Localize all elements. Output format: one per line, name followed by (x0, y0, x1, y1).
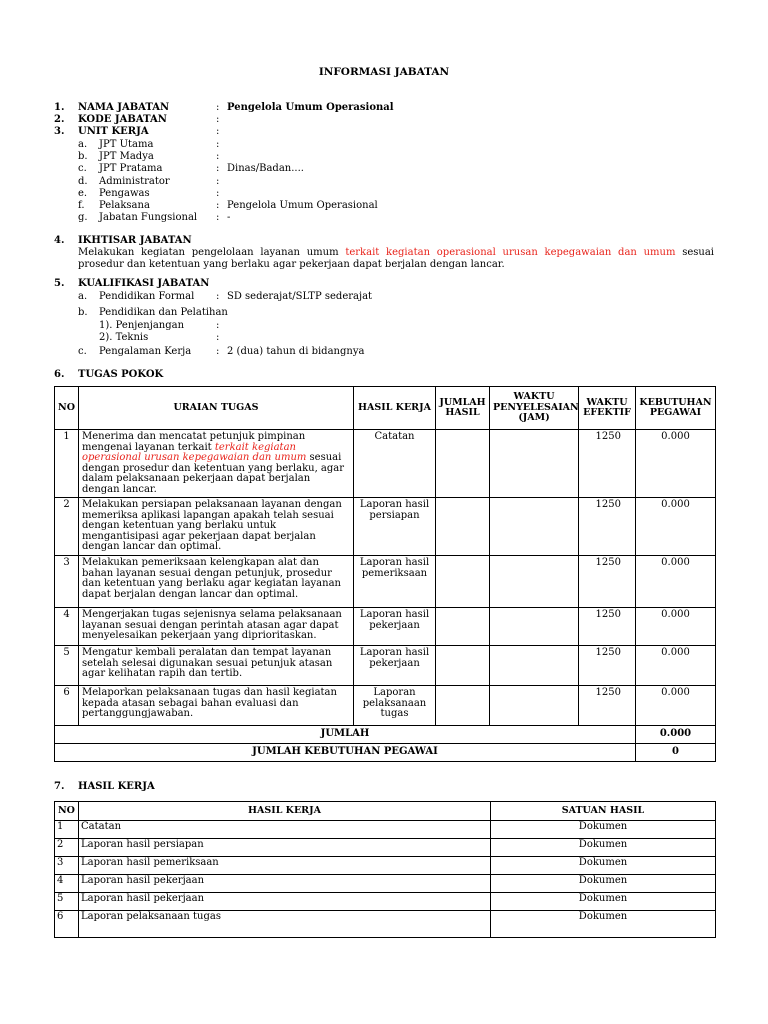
col-header: HASIL KERJA (79, 802, 491, 821)
item-value: Pengelola Umum Operasional (227, 200, 378, 211)
colon: : (216, 163, 220, 175)
pendidikan-formal-value: SD sederajat/SLTP sederajat (227, 291, 373, 302)
nama-jabatan-value: Pengelola Umum Operasional (227, 102, 394, 113)
cell-no: 3 (55, 857, 79, 875)
cell-jumlah (436, 686, 490, 726)
cell-waktu (490, 556, 579, 608)
colon: : (216, 187, 220, 199)
cell-hasil: Laporan hasil pekerjaan (79, 875, 491, 893)
colon: : (216, 175, 220, 187)
item-label: 1). Penjenjangan (99, 320, 185, 331)
unit-kerja-item (54, 200, 714, 212)
table-row (55, 893, 716, 911)
pengalaman-kerja-value: 2 (dua) tahun di bidangnya (227, 346, 365, 357)
jumlah-label: JUMLAH (55, 726, 636, 744)
section-hasil-kerja (54, 781, 714, 793)
item-letter: b. (78, 307, 88, 318)
section-nama-jabatan (54, 102, 714, 114)
desc-text: Mengerjakan tugas sejenisnya selama pelaksanaan layanan sesuai dengan perintah atasan agar dapat menyelesaikan pekerjaan yang diprioritaskan. (82, 609, 342, 641)
cell-satuan: Dokumen (491, 911, 716, 938)
cell-efektif: 1250 (579, 646, 636, 686)
cell-jumlah (436, 608, 490, 646)
cell-efektif: 1250 (579, 556, 636, 608)
cell-satuan: Dokumen (491, 875, 716, 893)
item-label: Pengalaman Kerja (99, 346, 192, 357)
cell-no: 4 (55, 875, 79, 893)
item-label: JPT Utama (99, 139, 154, 150)
pendidikan-pelatihan-row (54, 307, 714, 319)
cell-uraian (79, 430, 354, 498)
penjenjangan-row (54, 320, 714, 332)
pengalaman-kerja-row (54, 346, 714, 358)
item-letter: a. (78, 139, 88, 150)
item-value: - (227, 212, 231, 224)
cell-kebutuhan: 0.000 (636, 646, 716, 686)
cell-hasil: Laporan pelaksanaan tugas (79, 911, 491, 938)
desc-highlight: terkait kegiatan operasional urusan kepegawaian dan umum (82, 441, 307, 463)
desc-text: Melakukan pemeriksaan kelengkapan alat dan bahan layanan sesuai dengan petunjuk, prosedur dan ketentuan yang berlaku agar kegiatan layanan dapat berjalan dengan lancar dan optimal. (82, 557, 341, 600)
item-letter: c. (78, 163, 87, 175)
cell-waktu (490, 608, 579, 646)
cell-uraian (79, 556, 354, 608)
tugas-pokok-table (54, 386, 716, 762)
table-header-row (55, 387, 716, 430)
col-header: NO (55, 387, 79, 430)
item-label: Pendidikan Formal (99, 291, 195, 302)
desc-text-b: sesuai dengan prosedur dan ketentuan yang berlaku, agar dalam pelaksanaan pekerjaan dapat berjalan dengan lancar. (82, 452, 345, 495)
section-number: 5. (54, 278, 65, 289)
table-row (55, 608, 716, 646)
col-header: WAKTU PENYELESAIAN (JAM) (490, 387, 579, 430)
table-row (55, 686, 716, 726)
cell-kebutuhan: 0.000 (636, 686, 716, 726)
cell-jumlah (436, 646, 490, 686)
cell-no: 3 (55, 556, 79, 608)
cell-jumlah (436, 430, 490, 498)
section-unit-kerja (54, 126, 714, 138)
unit-kerja-item (54, 139, 714, 151)
cell-hasil: Laporan hasil persiapan (79, 839, 491, 857)
page-title: INFORMASI JABATAN (318, 66, 450, 78)
item-letter: b. (78, 151, 88, 163)
section-kode-jabatan (54, 114, 714, 126)
jumlah-value: 0.000 (636, 726, 716, 744)
unit-kerja-item (54, 212, 714, 224)
item-letter: g. (78, 212, 88, 224)
colon: : (216, 151, 220, 163)
desc-text: Melakukan persiapan pelaksanaan layanan dengan memeriksa aplikasi lapangan apakah telah sesuai dengan ketentuan yang berlaku untuk mengantisipasi agar pekerjaan dapat berjalan dengan lancar dan optimal. (82, 499, 342, 552)
kebutuhan-row (55, 744, 716, 762)
section-label: IKHTISAR JABATAN (78, 235, 192, 246)
item-label: JPT Madya (99, 151, 154, 163)
cell-jumlah (436, 498, 490, 556)
section-label: UNIT KERJA (78, 126, 149, 137)
cell-no: 2 (55, 839, 79, 857)
cell-hasil: Laporan hasil pemeriksaan (79, 857, 491, 875)
item-letter: f. (78, 200, 85, 211)
table-row (55, 911, 716, 938)
ikhtisar-text (78, 247, 714, 271)
section-label: NAMA JABATAN (78, 102, 170, 113)
table-row (55, 821, 716, 839)
cell-waktu (490, 430, 579, 498)
section-label: KUALIFIKASI JABATAN (78, 278, 210, 289)
hasil-kerja-table (54, 801, 716, 938)
col-header: KEBUTUHAN PEGAWAI (636, 387, 716, 430)
section-number: 7. (54, 781, 65, 792)
colon: : (216, 200, 220, 211)
section-label: KODE JABATAN (78, 114, 167, 125)
colon: : (216, 320, 220, 331)
unit-kerja-item (54, 188, 714, 200)
jumlah-row (55, 726, 716, 744)
cell-kebutuhan: 0.000 (636, 556, 716, 608)
unit-kerja-item (54, 176, 714, 188)
cell-hasil: Laporan hasil pekerjaan (79, 893, 491, 911)
pendidikan-formal-row (54, 291, 714, 303)
ikhtisar-text-b: sesuai prosedur dan ketentuan yang berlaku agar pekerjaan dapat berjalan dengan lancar. (78, 247, 714, 270)
item-label: 2). Teknis (99, 332, 149, 343)
item-label: JPT Pratama (99, 163, 163, 175)
cell-efektif: 1250 (579, 608, 636, 646)
col-header: HASIL KERJA (354, 387, 436, 430)
table-row (55, 839, 716, 857)
item-label: Pengawas (99, 187, 150, 199)
ikhtisar-text-a: Melakukan kegiatan pengelolaan layanan umum (78, 247, 346, 258)
cell-uraian (79, 498, 354, 556)
section-number: 1. (54, 102, 65, 113)
cell-satuan: Dokumen (491, 839, 716, 857)
item-letter: d. (78, 175, 88, 187)
cell-hasil: Catatan (79, 821, 491, 839)
section-ikhtisar (54, 235, 714, 247)
teknis-row (54, 332, 714, 344)
colon: : (216, 332, 220, 343)
cell-no: 6 (55, 911, 79, 938)
cell-hasil: Laporan hasil pekerjaan (354, 608, 436, 646)
item-value: Dinas/Badan.... (227, 163, 304, 175)
colon: : (216, 346, 220, 357)
ikhtisar-text-highlight: terkait kegiatan operasional urusan kepegawaian dan umum (345, 247, 676, 258)
col-header: SATUAN HASIL (491, 802, 716, 821)
col-header: WAKTU EFEKTIF (579, 387, 636, 430)
cell-no: 5 (55, 893, 79, 911)
section-tugas-pokok (54, 369, 714, 381)
col-header: NO (55, 802, 79, 821)
cell-kebutuhan: 0.000 (636, 430, 716, 498)
colon: : (216, 114, 220, 125)
cell-satuan: Dokumen (491, 893, 716, 911)
cell-jumlah (436, 556, 490, 608)
table-row (55, 857, 716, 875)
cell-hasil: Catatan (354, 430, 436, 498)
cell-waktu (490, 686, 579, 726)
cell-no: 2 (55, 498, 79, 556)
col-header: URAIAN TUGAS (79, 387, 354, 430)
cell-waktu (490, 498, 579, 556)
section-number: 3. (54, 126, 65, 137)
item-letter: a. (78, 291, 88, 302)
cell-waktu (490, 646, 579, 686)
unit-kerja-item (54, 163, 714, 175)
table-row (55, 430, 716, 498)
desc-text: Melaporkan pelaksanaan tugas dan hasil kegiatan kepada atasan sebagai bahan evaluasi dan pertanggungjawaban. (82, 687, 337, 719)
desc-text: Menerima dan mencatat petunjuk pimpinan mengenai layanan terkait (82, 431, 306, 453)
kebutuhan-value: 0 (636, 744, 716, 762)
cell-no: 1 (55, 821, 79, 839)
table-header-row (55, 802, 716, 821)
cell-uraian (79, 608, 354, 646)
item-letter: e. (78, 187, 88, 199)
section-number: 4. (54, 235, 65, 246)
cell-kebutuhan: 0.000 (636, 608, 716, 646)
item-label: Pendidikan dan Pelatihan (99, 307, 228, 318)
cell-satuan: Dokumen (491, 821, 716, 839)
cell-efektif: 1250 (579, 498, 636, 556)
colon: : (216, 139, 220, 150)
section-number: 6. (54, 369, 65, 380)
colon: : (216, 102, 220, 113)
cell-kebutuhan: 0.000 (636, 498, 716, 556)
item-label: Administrator (99, 175, 170, 187)
cell-hasil: Laporan hasil persiapan (354, 498, 436, 556)
item-label: Pelaksana (99, 200, 150, 211)
cell-hasil: Laporan hasil pekerjaan (354, 646, 436, 686)
cell-hasil: Laporan pelaksanaan tugas (354, 686, 436, 726)
colon: : (216, 291, 220, 302)
colon: : (216, 212, 220, 224)
cell-no: 4 (55, 608, 79, 646)
item-label: Jabatan Fungsional (99, 212, 198, 224)
section-label: HASIL KERJA (78, 781, 155, 792)
table-row (55, 556, 716, 608)
section-number: 2. (54, 114, 65, 125)
desc-text: Mengatur kembali peralatan dan tempat layanan setelah selesai digunakan sesuai petunjuk atasan agar kelihatan rapih dan tertib. (82, 647, 333, 679)
kebutuhan-label: JUMLAH KEBUTUHAN PEGAWAI (55, 744, 636, 762)
table-row (55, 646, 716, 686)
item-letter: c. (78, 346, 87, 357)
cell-uraian (79, 686, 354, 726)
cell-satuan: Dokumen (491, 857, 716, 875)
cell-efektif: 1250 (579, 686, 636, 726)
table-row (55, 498, 716, 556)
cell-no: 6 (55, 686, 79, 726)
colon: : (216, 126, 220, 137)
cell-no: 5 (55, 646, 79, 686)
table-row (55, 875, 716, 893)
unit-kerja-item (54, 151, 714, 163)
cell-hasil: Laporan hasil pemeriksaan (354, 556, 436, 608)
section-label: TUGAS POKOK (78, 369, 164, 380)
cell-efektif: 1250 (579, 430, 636, 498)
cell-uraian (79, 646, 354, 686)
cell-no: 1 (55, 430, 79, 498)
section-kualifikasi (54, 278, 714, 290)
col-header: JUMLAH HASIL (436, 387, 490, 430)
